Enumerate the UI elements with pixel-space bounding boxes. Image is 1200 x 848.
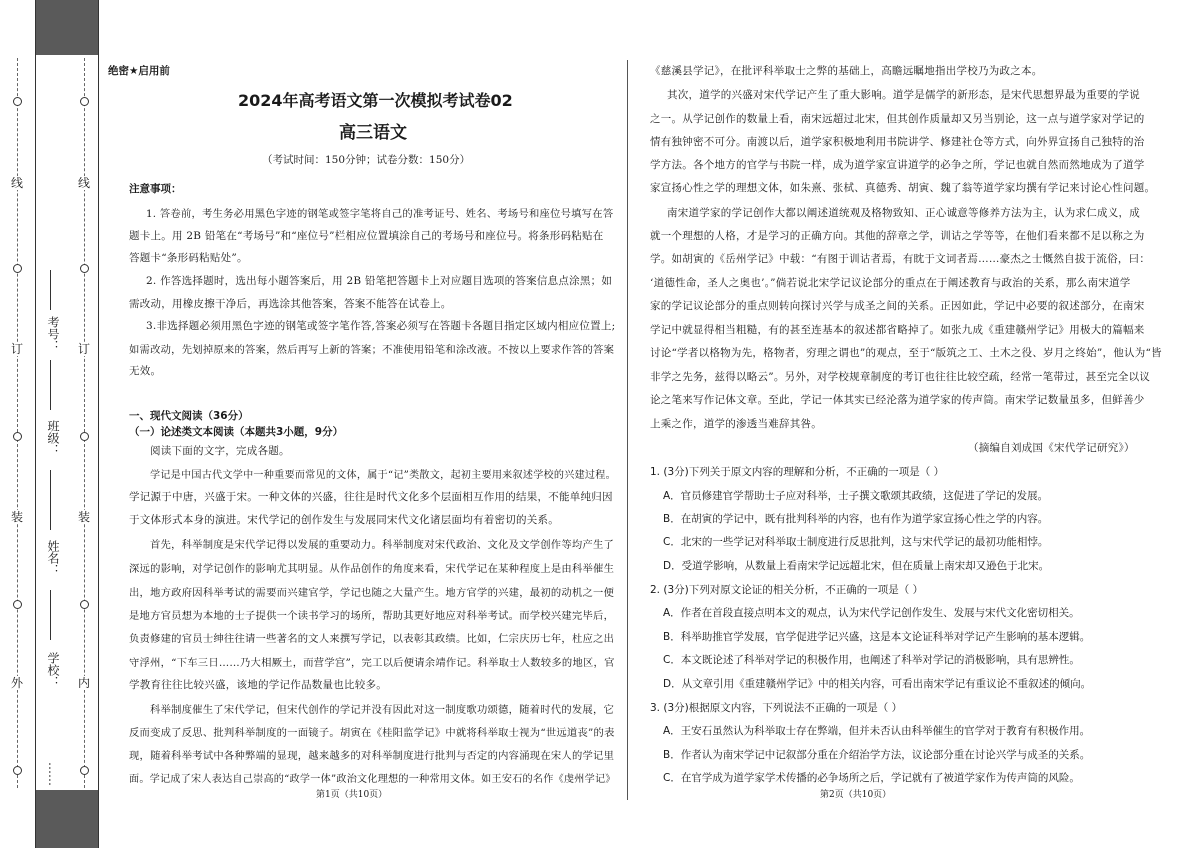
passage-line: 守浮州，“下车三日……乃大相厥土，而营学宫”，完工以后便请余靖作记。科举取士人数较多的地区，官	[129, 657, 615, 669]
passage-line: 于文体形式本身的演进。宋代学记的创作发生与发展同宋代文化诸层面均有着密切的关系。	[129, 514, 559, 526]
question-2-option-d[interactable]: D．从文章引用《重建赣州学记》中的相关内容，可看出南宋学记有重议论不重叙述的倾向。	[663, 678, 1092, 690]
question-3-option-a[interactable]: A．王安石虽然认为科举取士存在弊端，但并未否认由科举催生的官学对于教育有积极作用。	[663, 725, 1091, 737]
passage-line: 学教育往往比较兴盛，该地的学记作品数量也比较多。	[129, 679, 387, 691]
notice-line: 2. 作答选择题时，选出每小题答案后，用 2B 铅笔把答题卡上对应题目选项的答案信息点涂黑；如	[146, 275, 613, 287]
cut-circle	[80, 97, 89, 106]
cut-circle	[80, 264, 89, 273]
name-underline	[50, 470, 51, 530]
passage-line: 讨论“学者以格物为先，格物者，穷理之谓也”的观点，至于“版筑之工、土木之役、岁月之终始”，他认为“皆	[650, 347, 1162, 359]
notice-line: 需改动，用橡皮擦干净后，再选涂其他答案，答案不能答在试卷上。	[129, 298, 452, 310]
passage-line: 深远的影响，对学记创作的影响尤其明显。从作品创作的角度来看，宋代学记在某种程度上是由科举催生	[129, 563, 615, 575]
passage-line: 科举制度催生了宋代学记，但宋代创作的学记并没有因此对这一制度歌功颂德，随着时代的发展，它	[150, 704, 615, 716]
passage-line: 南宋道学家的学记创作大都以阐述道统观及格物致知、正心诚意等修养方法为主，认为求仁成义，成	[667, 207, 1140, 219]
question-2-option-c[interactable]: C．本文既论述了科举对学记的积极作用，也阐述了科举对学记的消极影响，具有思辨性。	[663, 654, 1080, 666]
question-1-stem: 1. (3分)下列关于原文内容的理解和分析，不正确的一项是（ ）	[650, 466, 945, 478]
passage-line: 学。如胡寅的《岳州学记》中载：“有图于训诂者焉，有眈于文词者焉……豪杰之士慨然自拔于流俗，曰：	[650, 253, 1151, 265]
cut-circle	[13, 766, 22, 775]
outer-mark-zhuang: 装	[8, 510, 26, 524]
inner-mark-xian: 线	[75, 176, 93, 190]
school-underline	[50, 590, 51, 640]
binding-outer-rule	[98, 0, 99, 848]
question-1-option-c[interactable]: C．北宋的一些学记对科举取士制度进行反思批判，这与宋代学记的最初功能相悖。	[663, 536, 1049, 548]
passage-line: 情有独钟密不可分。南渡以后，道学家积极地利用书院讲学、修建社仓等方式，向外界宣扬自己独特的治	[650, 136, 1145, 148]
class-label: 班级：	[46, 420, 60, 456]
passage-line: 学记是中国古代文学中一种重要而常见的文体，属于“记”类散文，起初主要用来叙述学校的兴建过程。	[150, 470, 616, 481]
cut-circle	[80, 600, 89, 609]
exam-number-field[interactable]	[44, 316, 62, 355]
column-divider	[627, 60, 628, 800]
notice-title: 注意事项：	[129, 183, 182, 195]
notice-line: 1. 答卷前，考生务必用黑色字迹的钢笔或签字笔将自己的准考证号、姓名、考场号和座位号填写在答	[146, 208, 614, 220]
exam-number-underline	[50, 270, 51, 310]
subsection-heading: （一）论述类文本阅读（本题共3小题，9分）	[129, 426, 344, 438]
cut-circle	[13, 264, 22, 273]
question-2-option-a[interactable]: A．作者在首段直接点明本文的观点，认为宋代学记创作发生、发展与宋代文化密切相关。	[663, 607, 1080, 619]
binding-dark-block-top	[35, 0, 98, 55]
name-field[interactable]	[44, 540, 62, 579]
passage-line: ‘道德性命，圣人之奥也’。”倘若说北宋学记议论部分的重点在于阐述教育与政治的关系，那么南宋道学	[650, 277, 1131, 289]
subject-title: 高三语文	[339, 123, 407, 143]
question-2-stem: 2. (3分)下列对原文论证的相关分析，不正确的一项是（ ）	[650, 584, 924, 596]
cut-circle	[80, 766, 89, 775]
passage-line: 上乘之作，道学的渗透当难辞其咎。	[650, 418, 822, 430]
notice-line: 无效。	[129, 365, 162, 377]
exam-info: （考试时间：150分钟；试卷分数：150分）	[262, 154, 471, 166]
binding-inner-rule	[35, 0, 36, 848]
passage-line: 学方法。各个地方的官学与书院一样，成为道学家宣讲道学的必争之所，学记也就自然而然地成为了道学	[650, 159, 1145, 171]
passage-line: 出，地方政府因科举考试的需要而兴建官学，学记也随之大量产生。地方官学的兴建，最初的动机之一便	[129, 587, 615, 599]
passage-line: 《慈溪县学记》，在批评科举取士之弊的基础上，高瞻远瞩地指出学校乃为政之本。	[650, 65, 1043, 77]
passage-line: 反而变成了反思、批判科举制度的一面镜子。胡寅在《桂阳监学记》中就将科举取士视为“世远道丧”的表	[129, 727, 615, 739]
page-title: 2024年高考语文第一次模拟考试卷02	[238, 91, 513, 110]
passage-line: 负责修建的官员士绅往往请一些著名的文人来撰写学记，以表彰其政绩。比如，仁宗庆历七年，杜应之出	[129, 633, 615, 645]
passage-line: 非学之先务，兹得以略云”。另外，对学校规章制度的考订也往往比较空疏，经常一笔带过，甚至完全以议	[650, 371, 1151, 383]
source-citation: （摘编自刘成国《宋代学记研究》）	[968, 442, 1135, 454]
school-field[interactable]	[44, 652, 62, 691]
question-3-option-b[interactable]: B．作者认为南宋学记中记叙部分重在介绍治学方法，议论部分重在讨论兴学与成圣的关系。	[663, 749, 1091, 761]
inner-mark-zhuang: 装	[75, 510, 93, 524]
binding-ellipsis: ……	[46, 762, 60, 786]
confidential-mark: 绝密★启用前	[108, 65, 170, 77]
binding-strip	[0, 0, 100, 848]
passage-line: 首先，科举制度是宋代学记得以发展的重要动力。科举制度对宋代政治、文化及文学创作等均产生了	[150, 539, 615, 551]
passage-line: 面。学记成了宋人表达自己崇高的“政学一体”政治文化理想的一种常用文体。如王安石的名作《虔州学记》	[129, 774, 616, 785]
question-1-option-d[interactable]: D．受道学影响，从数量上看南宋学记远超北宋，但在质量上南宋却又逊色于北宋。	[663, 560, 1050, 572]
exam-number-label: 考号：	[46, 316, 60, 352]
passage-line: 其次，道学的兴盛对宋代学记产生了重大影响。道学是儒学的新形态，是宋代思想界最为重要的学说	[667, 89, 1140, 101]
question-3-stem: 3. (3分)根据原文内容，下列说法不正确的一项是（ ）	[650, 702, 903, 714]
notice-line: 如需改动，先划掉原来的答案，然后再写上新的答案；不准使用铅笔和涂改液。不按以上要求作答的答案	[129, 344, 615, 356]
binding-dark-block-bottom	[35, 790, 98, 848]
passage-line: 学记源于中唐，兴盛于宋。一种文体的兴盛，往往是时代文化多个层面相互作用的结果，不能单纯归因	[129, 491, 613, 503]
passage-line: 现，随着科举考试中各种弊端的显现，越来越多的对科举制度进行批判与否定的内容涌现在宋人的学记里	[129, 750, 615, 762]
question-2-option-b[interactable]: B．科举助推官学发展，官学促进学记兴盛，这是本文论证科举对学记产生影响的基本逻辑。	[663, 631, 1091, 643]
question-1-option-a[interactable]: A．官员修建官学帮助士子应对科举，士子撰文歌颂其政绩，这促进了学记的发展。	[663, 490, 1049, 502]
passage-line: 之一。从学记创作的数量上看，南宋远超过北宋，但其创作质量却又另当别论，这一点与道学家对学记的	[650, 113, 1145, 125]
class-underline	[50, 360, 51, 410]
cut-circle	[13, 600, 22, 609]
passage-line: 是地方官员想为本地的士子提供一个读书学习的场所，帮助其更好地应对科举考试。而学校兴建完毕后，	[129, 610, 615, 622]
outer-mark-wai: 外	[8, 676, 26, 690]
inner-mark-ding: 订	[75, 342, 93, 356]
notice-line: 题卡上。用 2B 铅笔在“考场号”和“座位号”栏相应位置填涂自己的考场号和座位号。将条形码粘贴在	[129, 230, 604, 242]
passage-line: 家的学记议论部分的重点则转向探讨兴学与成圣之间的关系。正因如此，学记中必要的叙述部分，在南宋	[650, 300, 1145, 312]
passage-line: 就一个理想的人格，才是学习的正确方向。其他的辞章之学，训诂之学等等，在他们看来都不足以称之为	[650, 230, 1145, 242]
cut-circle	[80, 432, 89, 441]
passage-line: 论之笔来写作记体文章。至此，学记一体其实已经沦落为道学家的传声筒。南宋学记数量虽多，但鲜善少	[650, 394, 1145, 406]
inner-mark-nei: 内	[75, 676, 93, 690]
class-field[interactable]	[44, 420, 62, 459]
section-heading: 一、现代文阅读（36分）	[129, 410, 249, 422]
outer-mark-xian: 线	[8, 176, 26, 190]
passage-line: 家宣扬心性之学的理想文体，如朱熹、张栻、真德秀、胡寅、魏了翁等道学家均撰有学记来讨论心性问题。	[650, 182, 1156, 194]
cut-circle	[13, 432, 22, 441]
page-footer-right: 第2页（共10页）	[820, 790, 892, 800]
cut-circle	[13, 97, 22, 106]
reading-instruction: 阅读下面的文字，完成各题。	[150, 445, 290, 457]
notice-line: 答题卡“条形码粘贴处”。	[129, 252, 248, 264]
outer-mark-ding: 订	[8, 342, 26, 356]
question-1-option-b[interactable]: B．在胡寅的学记中，既有批判科举的内容，也有作为道学家宣扬心性之学的内容。	[663, 513, 1049, 525]
passage-line: 学记中就显得相当粗糙，有的甚至连基本的叙述都省略掉了。如张九成《重建赣州学记》用极大的篇幅来	[650, 324, 1145, 336]
notice-line: 3.非选择题必须用黑色字迹的钢笔或签字笔作答,答案必须写在答题卡各题目指定区域内相应位置上;	[146, 320, 616, 332]
question-3-option-c[interactable]: C．在官学成为道学家学术传播的必争场所之后，学记就有了被道学家作为传声筒的风险。	[663, 772, 1080, 784]
school-label: 学校：	[46, 652, 60, 688]
name-label: 姓名：	[46, 540, 60, 576]
page-footer-left: 第1页（共10页）	[316, 790, 388, 800]
